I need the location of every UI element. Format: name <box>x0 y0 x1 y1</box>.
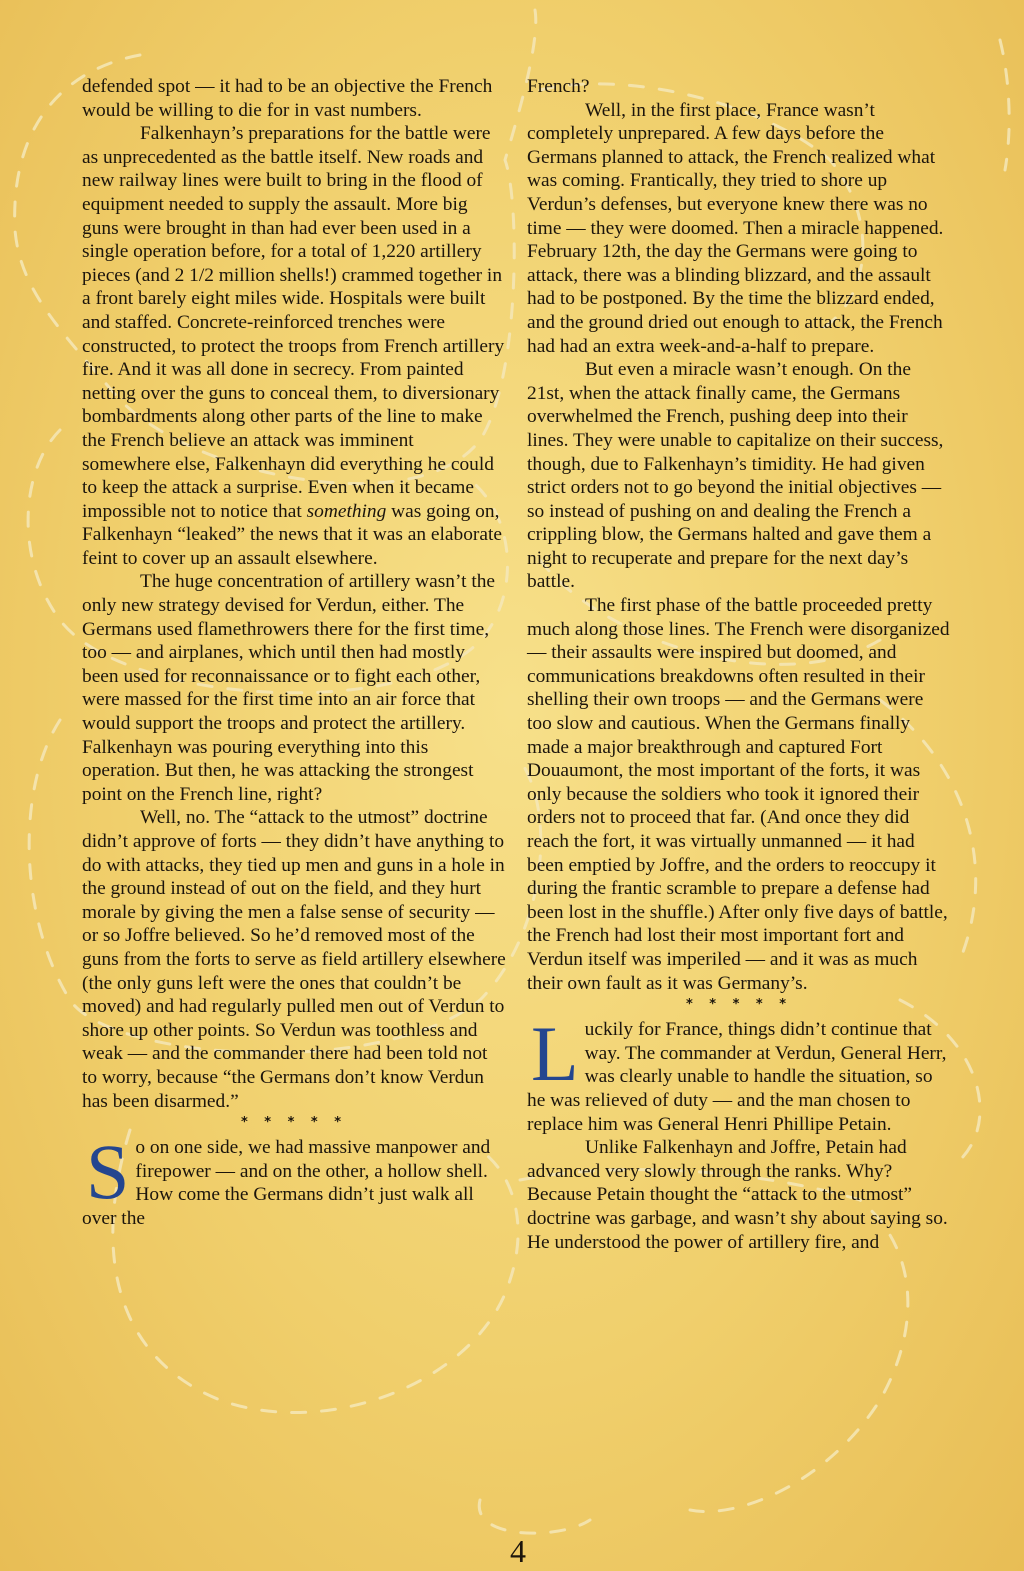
paragraph: Well, in the first place, France wasn’t completely unprepared. A few days before the Germans planned to attack, the French realized what was coming. Frantically, they tried to shore up Verdun’s defenses, but everyone knew there was no time — they were doomed. Then a miracle happened. February 12th, the day the Germans were going to attack, there was a blinding blizzard, and the assault had to be postponed. By the time the blizzard ended, and the ground dried out enough to attack, the French had had an extra week-and-a-half to prepare. <box>527 99 944 357</box>
left-column <box>82 75 506 1231</box>
paragraph-text: was going on, Falkenhayn “leaked” the news that it was an elaborate feint to cover up an assault elsewhere. <box>82 500 502 569</box>
section-divider: * * * * * <box>685 997 793 1013</box>
drop-cap: S <box>86 1128 130 1216</box>
paragraph <box>82 122 506 570</box>
paragraph: defended spot — it had to be an objective the French would be willing to die for in vast numbers. <box>82 76 493 121</box>
paragraph-text: uckily for France, things didn’t continue that way. The commander at Verdun, General Herr, was clearly unable to handle the situation, so he was relieved of duty — and the man chosen to replace him was General Henri Phillipe Petain. <box>527 1019 947 1135</box>
page-number: 4 <box>510 1533 526 1569</box>
paragraph: The huge concentration of artillery wasn’t the only new strategy devised for Verdun, either. The Germans used flamethrowers there for the first time, too — and airplanes, which until then had mostly been used for reconnaissance or to fight each other, were massed for the first time into an air force that would support the troops and protect the artillery. Falkenhayn was pouring everything into this operation. But then, he was attacking the strongest point on the French line, right? <box>82 571 496 805</box>
right-column <box>527 75 951 1254</box>
paragraph <box>527 1010 951 1136</box>
paragraph-text: Falkenhayn’s preparations for the battle were as unprecedented as the battle itself. New roads and new railway lines were built to bring in the flood of equipment needed to supply the assault. More big guns were brought in than had ever been used in a single operation before, for a total of 1,220 artillery pieces (and 2 1/2 million shells!) crammed together in a front barely eight miles wide. Hospitals were built and staffed. Concrete-reinforced trenches were constructed, to protect the troops from French artillery fire. And it was all done in secrecy. From painted netting over the guns to conceal them, to diversionary bombardments along other parts of the line to make the French believe an attack was imminent somewhere else, Falkenhayn did everything he could to keep the attack a surprise. Even when it became impossible not to notice that <box>82 123 505 522</box>
paragraph: Unlike Falkenhayn and Joffre, Petain had advanced very slowly through the ranks. Why? Because Petain thought the “attack to the utmost” doctrine was garbage, and wasn’t shy about saying so. He understood the power of artillery fire, and <box>527 1137 948 1253</box>
section-divider: * * * * * <box>240 1115 348 1131</box>
paragraph: The first phase of the battle proceeded pretty much along those lines. The French were disorganized — their assaults were inspired but doomed, and communications breakdowns often resulted in their shelling their own troops — and the Germans were too slow and cautious. When the Germans finally made a major breakthrough and captured Fort Douaumont, the most important of the forts, it was only because the soldiers who took it ignored their orders not to proceed that far. (And once they did reach the fort, it was virtually unmanned — it had been emptied by Joffre, and the orders to reoccupy it during the frantic scramble to prepare a defense had been lost in the shuffle.) After only five days of battle, the French had lost their most important fort and Verdun itself was imperiled — and it was as much their own fault as it was Germany’s. <box>527 595 950 994</box>
paragraph: Well, no. The “attack to the utmost” doctrine didn’t approve of forts — they didn’t have anything to do with attacks, they tied up men and guns in a hole in the ground instead of out on the field, and they hurt morale by giving the men a false sense of security — or so Joffre believed. So he’d removed most of the guns from the forts to serve as field artillery elsewhere (the only guns left were the ones that couldn’t be moved) and had regularly pulled men out of Verdun to shore up other points. So Verdun was toothless and weak — and the commander there had been told not to worry, because “the Germans don’t know Verdun has been disarmed.” <box>82 807 506 1112</box>
italic-word: something <box>306 500 387 522</box>
paragraph: But even a miracle wasn’t enough. On the 21st, when the attack finally came, the Germans overwhelmed the French, pushing deep into their lines. They were unable to capitalize on their success, though, due to Falkenhayn’s timidity. He had given strict orders not to go beyond the initial objectives — so instead of pushing on and dealing the French a crippling blow, the Germans halted and gave them a night to recuperate and prepare for the next day’s battle. <box>527 359 944 593</box>
drop-cap: L <box>531 1010 579 1098</box>
paragraph: French? <box>527 76 590 97</box>
paragraph <box>82 1128 506 1230</box>
paragraph-text: o on one side, we had massive manpower and firepower — and on the other, a hollow shell. How come the Germans didn’t just walk all over the <box>82 1137 491 1229</box>
